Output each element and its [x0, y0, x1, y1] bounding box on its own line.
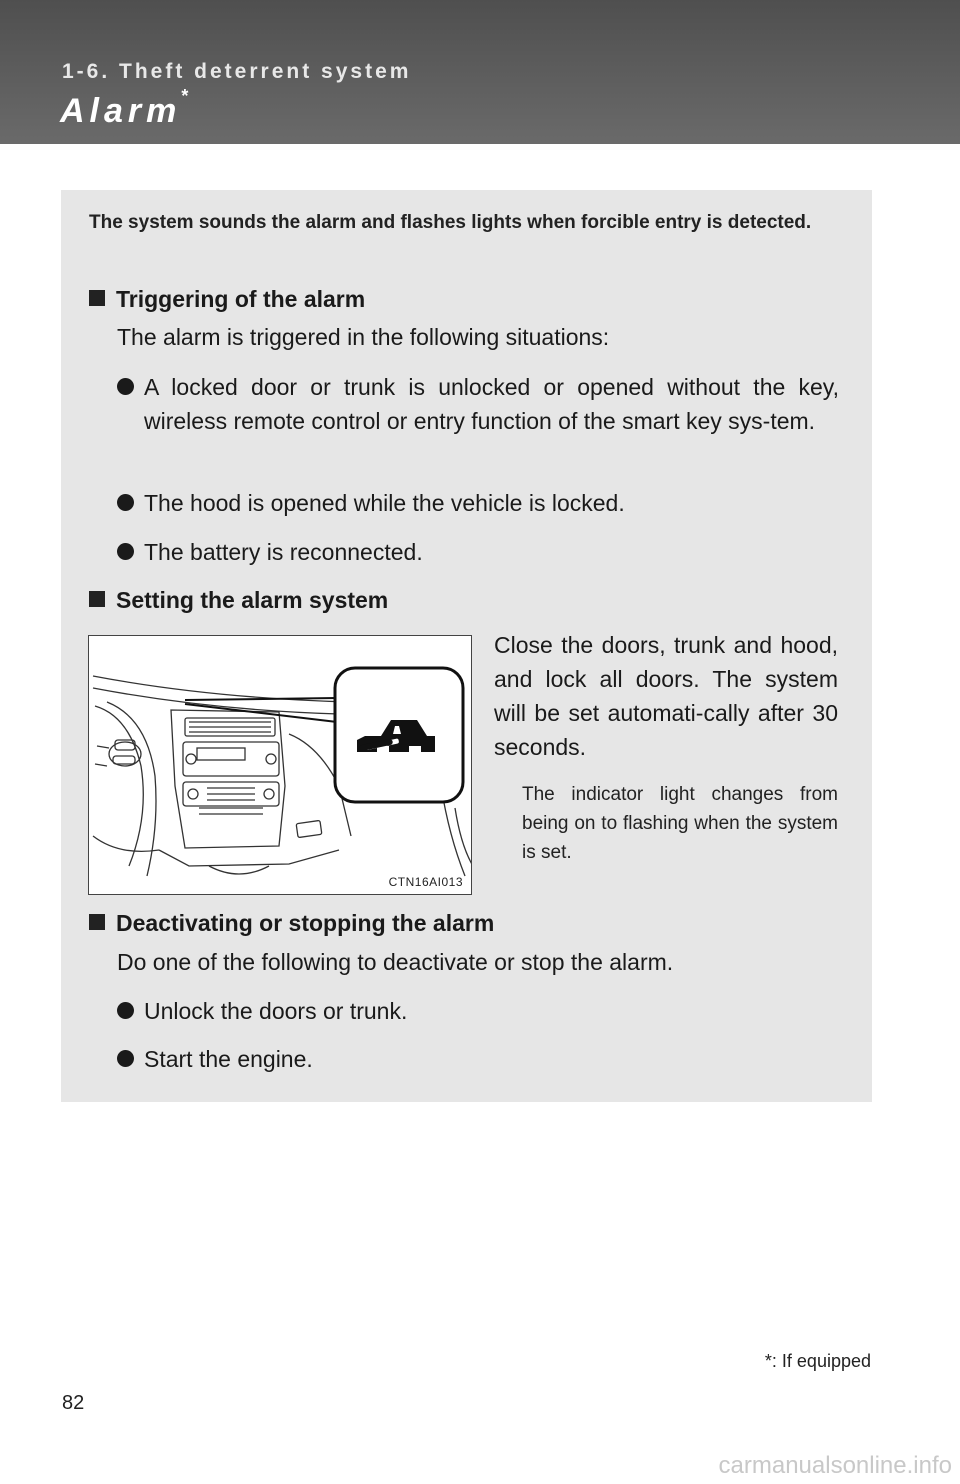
list-item-text: A locked door or trunk is unlocked or opened without the key, wireless remote control or entry function of the smart key sys-tem. — [144, 374, 839, 434]
page-header — [0, 0, 960, 144]
if-equipped-mark: * — [181, 85, 189, 106]
deactivating-heading-label: Deactivating or stopping the alarm — [116, 910, 495, 936]
dashboard-illustration — [88, 635, 472, 895]
round-bullet-icon — [117, 494, 134, 511]
intro-text: The system sounds the alarm and flashes lights when forcible entry is detected. — [89, 212, 812, 233]
page-title-text: Alarm — [60, 92, 182, 130]
car-security-indicator-icon — [351, 706, 441, 766]
list-item-text: The battery is reconnected. — [144, 539, 423, 565]
square-bullet-icon — [89, 591, 105, 607]
setting-heading — [89, 587, 388, 614]
round-bullet-icon — [117, 378, 134, 395]
round-bullet-icon — [117, 1050, 134, 1067]
round-bullet-icon — [117, 1002, 134, 1019]
illustration-code: CTN16AI013 — [388, 875, 463, 889]
watermark: carmanualsonline.info — [718, 1452, 952, 1479]
triggering-heading-label: Triggering of the alarm — [116, 286, 366, 312]
list-item-text: The hood is opened while the vehicle is locked. — [144, 490, 625, 516]
list-item — [117, 486, 839, 520]
setting-text: Close the doors, trunk and hood, and lock all doors. The system will be set automati-cally after 30 seconds. — [494, 632, 838, 760]
section-label: 1-6. Theft deterrent system — [62, 60, 412, 83]
list-item-text: Unlock the doors or trunk. — [144, 998, 408, 1024]
setting-heading-label: Setting the alarm system — [116, 587, 389, 613]
list-item — [117, 370, 839, 438]
round-bullet-icon — [117, 543, 134, 560]
deactivating-heading — [89, 910, 494, 937]
square-bullet-icon — [89, 914, 105, 930]
list-item-text: Start the engine. — [144, 1046, 313, 1072]
triggering-lead: The alarm is triggered in the following situations: — [117, 324, 610, 350]
list-item — [117, 994, 839, 1028]
page-number: 82 — [62, 1392, 85, 1414]
list-item — [117, 1042, 839, 1076]
square-bullet-icon — [89, 290, 105, 306]
deactivating-lead: Do one of the following to deactivate or stop the alarm. — [117, 949, 674, 975]
triggering-heading — [89, 286, 365, 313]
footnote: *: If equipped — [764, 1351, 871, 1371]
setting-note: The indicator light changes from being on to flashing when the system is set. — [522, 784, 838, 863]
list-item — [117, 535, 839, 569]
page-title — [60, 85, 189, 131]
